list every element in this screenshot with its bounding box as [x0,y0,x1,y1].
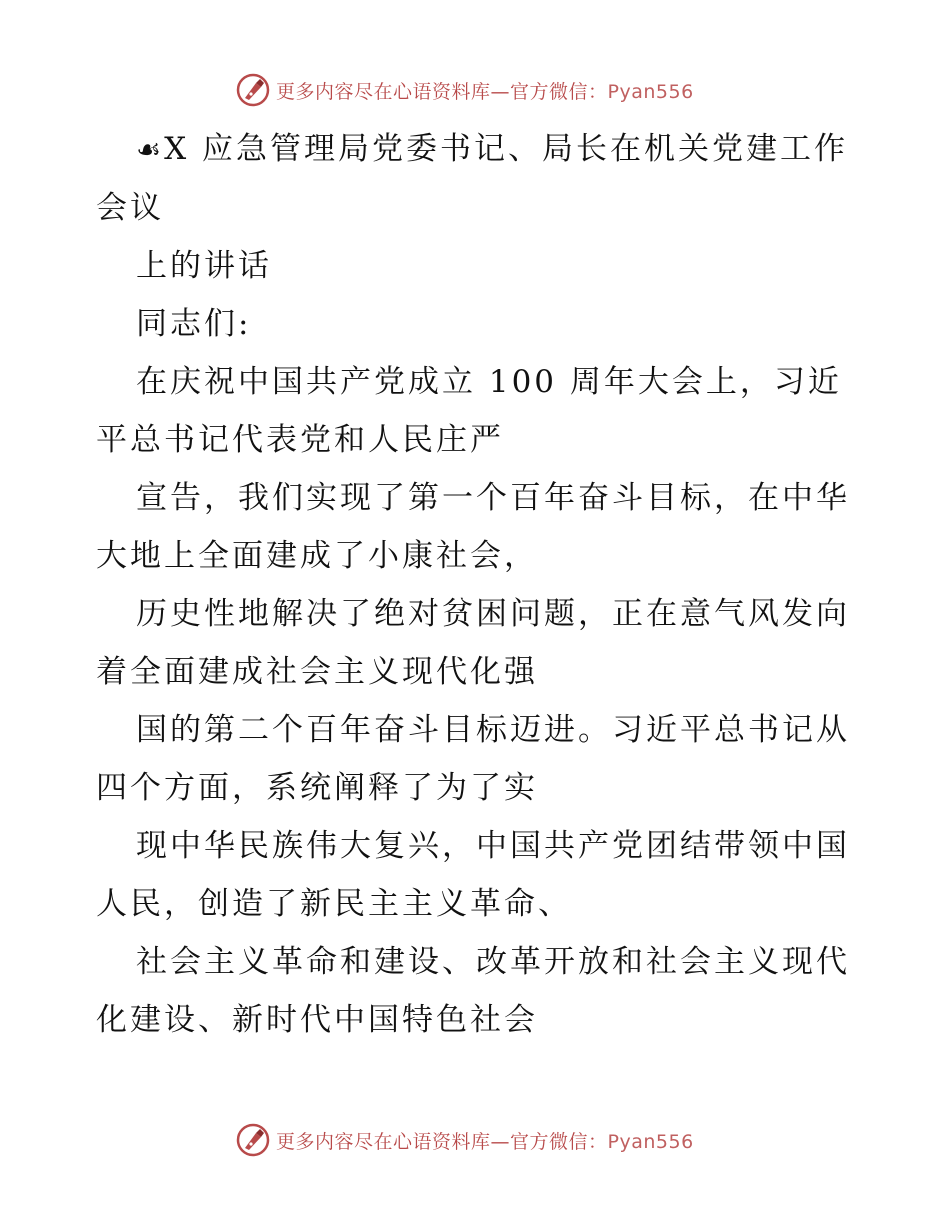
body-paragraph: 历史性地解决了绝对贫困问题，正在意气风发向着全面建成社会主义现代化强 [96,596,850,690]
document-title-line-2: 上的讲话 [136,248,272,284]
watermark-text: 更多内容尽在心语资料库—官方微信：Pyan556 [276,1130,694,1153]
body-paragraph: 宣告，我们实现了第一个百年奋斗目标，在中华大地上全面建成了小康社会， [96,480,850,574]
header-watermark [236,70,716,110]
body-paragraph: 社会主义革命和建设、改革开放和社会主义现代化建设、新时代中国特色社会 [96,944,850,1038]
salutation: 同志们: [136,306,252,342]
document-title-line-1: ☙X 应急管理局党委书记、局长在机关党建工作会议 [96,131,849,226]
document-body [96,120,856,1049]
body-paragraph: 现中华民族伟大复兴，中国共产党团结带领中国人民，创造了新民主主义革命、 [96,828,850,922]
pen-nib-logo-icon [236,73,270,107]
fleuron-ornament-icon: ☙ [136,133,165,166]
watermark-text: 更多内容尽在心语资料库—官方微信：Pyan556 [276,80,694,103]
body-paragraph: 国的第二个百年奋斗目标迈进。习近平总书记从四个方面，系统阐释了为了实 [96,712,850,806]
footer-watermark [236,1120,716,1160]
body-paragraph: 在庆祝中国共产党成立 100 周年大会上，习近平总书记代表党和人民庄严 [96,364,842,458]
pen-nib-logo-icon [236,1123,270,1157]
